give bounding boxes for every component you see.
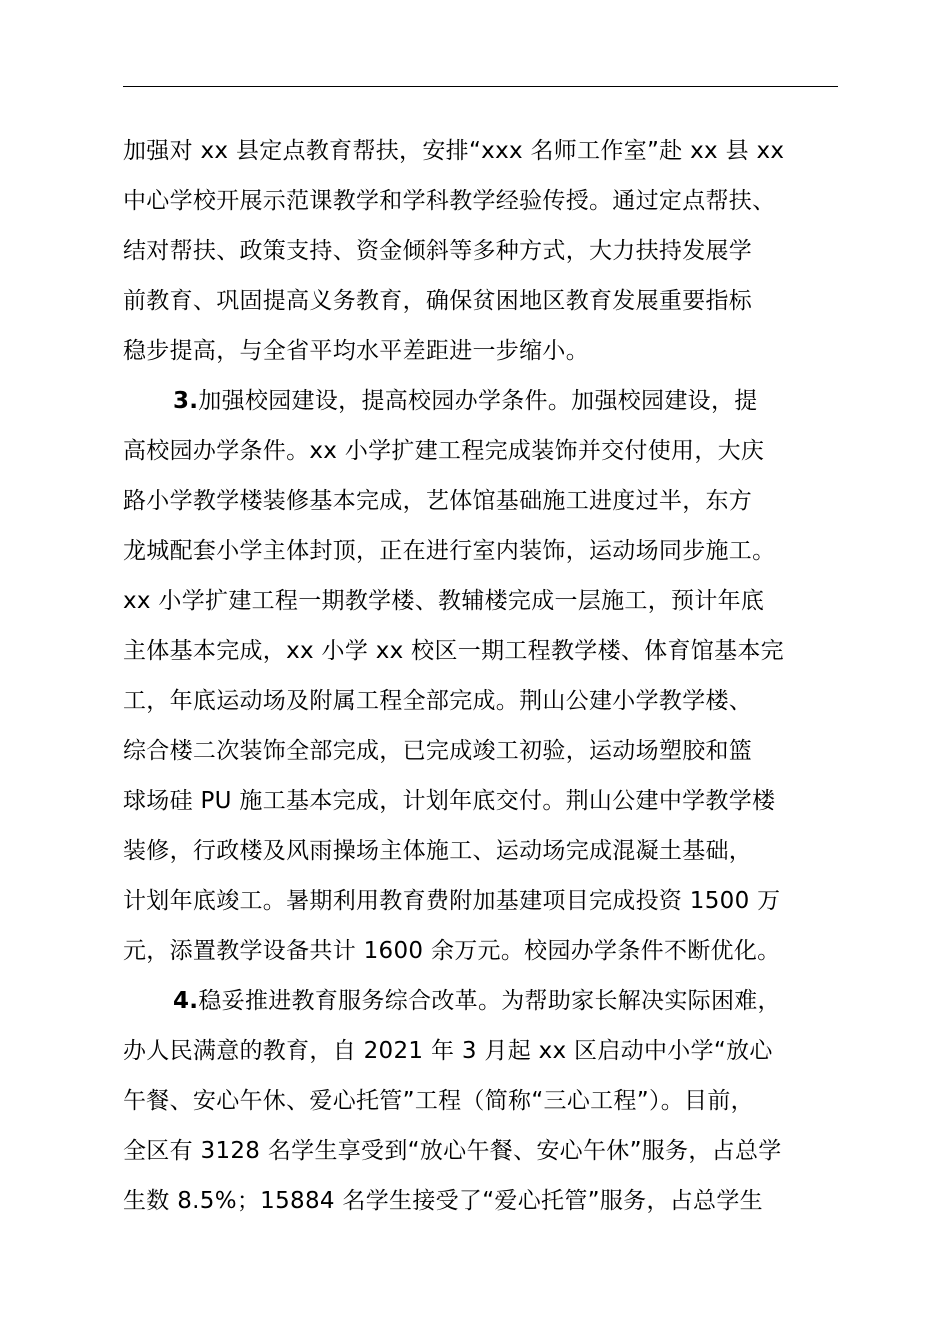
text-line: 龙城配套小学主体封顶，正在进行室内装饰，运动场同步施工。 xyxy=(123,538,776,564)
header-rule xyxy=(123,86,838,87)
text-line xyxy=(123,376,857,426)
text-line: 主体基本完成，xx 小学 xx 校区一期工程教学楼、体育馆基本完 xyxy=(123,638,784,664)
text-line-content: 稳妥推进教育服务综合改革。为帮助家长解决实际困难， xyxy=(198,988,781,1014)
text-line: 全区有 3128 名学生享受到“放心午餐、安心午休”服务，占总学 xyxy=(123,1138,782,1164)
paragraph-poverty-aid xyxy=(123,126,857,376)
text-line: 综合楼二次装饰全部完成，已完成竣工初验，运动场塑胶和篮 xyxy=(123,738,753,764)
text-line: 稳步提高，与全省平均水平差距进一步缩小。 xyxy=(123,338,589,364)
text-line: 高校园办学条件。xx 小学扩建工程完成装饰并交付使用，大庆 xyxy=(123,438,765,464)
text-line: 计划年底竣工。暑期利用教育费附加基建项目完成投资 1500 万 xyxy=(123,888,781,914)
text-line: 办人民满意的教育，自 2021 年 3 月起 xx 区启动中小学“放心 xyxy=(123,1038,773,1064)
item-number: 4. xyxy=(173,988,199,1014)
text-line: 加强对 xx 县定点教育帮扶，安排“xxx 名师工作室”赴 xx 县 xx xyxy=(123,138,785,164)
text-line: 午餐、安心午休、爱心托管”工程（简称“三心工程”）。目前， xyxy=(123,1088,754,1114)
item-number: 3. xyxy=(173,388,199,414)
document-body xyxy=(123,126,857,1226)
paragraph-service-reform xyxy=(123,976,857,1226)
text-line: 中心学校开展示范课教学和学科教学经验传授。通过定点帮扶、 xyxy=(123,188,776,214)
text-line: xx 小学扩建工程一期教学楼、教辅楼完成一层施工，预计年底 xyxy=(123,588,765,614)
text-line xyxy=(123,976,857,1026)
text-line: 前教育、巩固提高义务教育，确保贫困地区教育发展重要指标 xyxy=(123,288,753,314)
text-line: 结对帮扶、政策支持、资金倾斜等多种方式，大力扶持发展学 xyxy=(123,238,753,264)
paragraph-campus-construction xyxy=(123,376,857,976)
text-line: 路小学教学楼装修基本完成，艺体馆基础施工进度过半，东方 xyxy=(123,488,753,514)
text-line-content: 加强校园建设，提高校园办学条件。加强校园建设，提 xyxy=(198,388,758,414)
text-line: 元，添置教学设备共计 1600 余万元。校园办学条件不断优化。 xyxy=(123,938,781,964)
text-line: 生数 8.5%；15884 名学生接受了“爱心托管”服务，占总学生 xyxy=(123,1188,763,1214)
text-line: 工，年底运动场及附属工程全部完成。荆山公建小学教学楼、 xyxy=(123,688,753,714)
text-line: 球场硅 PU 施工基本完成，计划年底交付。荆山公建中学教学楼 xyxy=(123,788,776,814)
text-line: 装修，行政楼及风雨操场主体施工、运动场完成混凝土基础， xyxy=(123,838,753,864)
